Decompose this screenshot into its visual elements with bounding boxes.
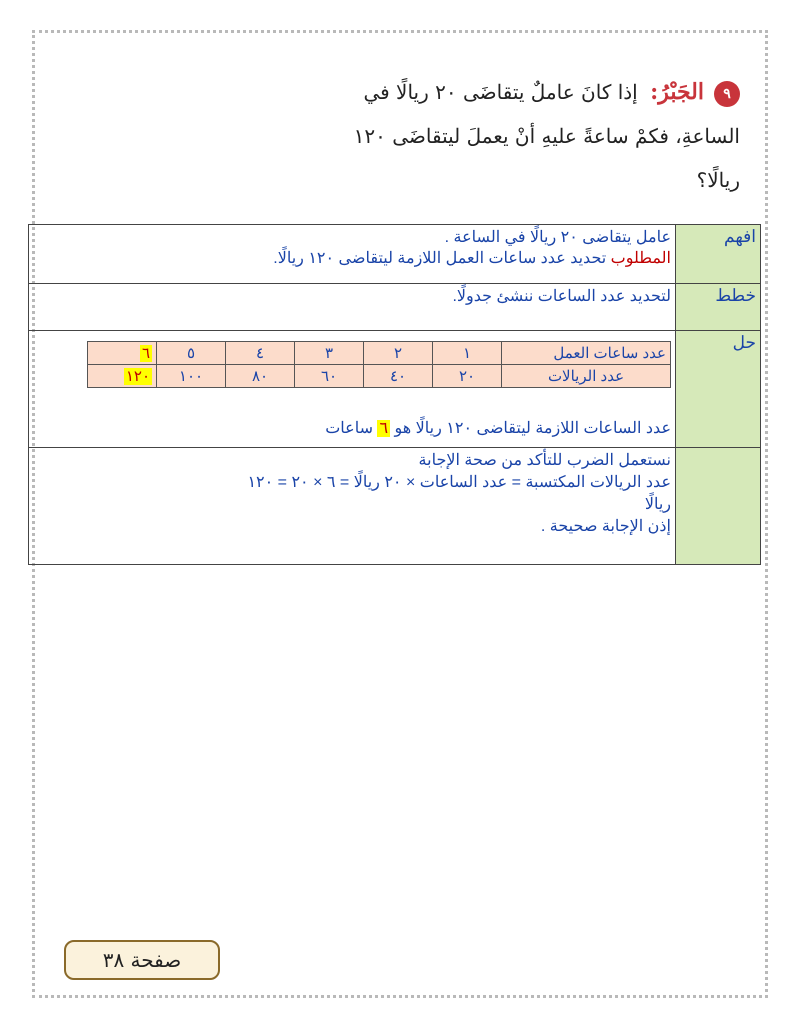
hours-highlight: ٦ — [141, 344, 150, 362]
plan-text: لتحديد عدد الساعات ننشئ جدولًا. — [29, 284, 676, 331]
required-word: المطلوب — [610, 250, 671, 267]
solve-content — [29, 331, 676, 448]
check-line-4: إذن الإجابة صحيحة . — [540, 518, 671, 535]
hours-riyals-table — [87, 341, 671, 388]
question-label: الجَبْرُ: — [650, 79, 704, 105]
understand-line-2 — [33, 248, 671, 269]
hours-row — [88, 342, 671, 365]
question-text-1: إذا كانَ عاملٌ يتقاضَى ٢٠ ريالًا في — [363, 80, 638, 104]
question-block — [220, 70, 740, 202]
solution-table — [28, 224, 761, 565]
question-line-1 — [220, 70, 740, 114]
riyals-cell: ١٠٠ — [157, 365, 226, 388]
answer-before: عدد الساعات اللازمة ليتقاضى ١٢٠ ريالًا هو — [390, 420, 671, 437]
solve-row — [29, 331, 761, 448]
check-line-3: ريالًا — [644, 496, 671, 513]
hours-cell: ٤ — [226, 342, 295, 365]
check-line-1: نستعمل الضرب للتأكد من صحة الإجابة — [418, 452, 671, 469]
riyals-cell-highlight — [88, 365, 157, 388]
hours-cell: ١ — [433, 342, 502, 365]
riyals-header: عدد الريالات — [502, 365, 671, 388]
hours-cell: ٥ — [157, 342, 226, 365]
riyals-cell: ٦٠ — [295, 365, 364, 388]
question-number-badge: ٩ — [714, 81, 740, 107]
answer-after: ساعات — [325, 420, 378, 437]
understand-content — [29, 225, 676, 284]
riyals-cell: ٨٠ — [226, 365, 295, 388]
understand-row — [29, 225, 761, 284]
hours-cell-highlight — [88, 342, 157, 365]
question-text-3: ريالًا؟ — [696, 168, 740, 192]
riyals-cell: ٤٠ — [364, 365, 433, 388]
check-content — [29, 448, 676, 565]
plan-label: خطط — [676, 284, 761, 331]
check-row — [29, 448, 761, 565]
hours-header: عدد ساعات العمل — [502, 342, 671, 365]
page-number-badge: صفحة ٣٨ — [64, 940, 220, 980]
plan-row — [29, 284, 761, 331]
question-text-2: الساعةِ، فكمْ ساعةً عليهِ أنْ يعملَ ليتقاضَى ١٢٠ — [353, 124, 740, 148]
riyals-row — [88, 365, 671, 388]
riyals-highlight: ١٢٠ — [125, 367, 150, 385]
check-label — [676, 448, 761, 565]
understand-line-1: عامل يتقاضى ٢٠ ريالًا في الساعة . — [444, 229, 671, 246]
answer-line — [33, 418, 671, 439]
understand-label: افهم — [676, 225, 761, 284]
hours-cell: ٣ — [295, 342, 364, 365]
answer-value: ٦ — [379, 420, 389, 437]
solve-label: حل — [676, 331, 761, 448]
required-text: تحديد عدد ساعات العمل اللازمة ليتقاضى ١٢٠ ريالًا. — [273, 250, 611, 267]
riyals-cell: ٢٠ — [433, 365, 502, 388]
check-line-2: عدد الريالات المكتسبة = عدد الساعات × ٢٠ ريالًا = ٦ × ٢٠ = ١٢٠ — [247, 474, 671, 491]
hours-cell: ٢ — [364, 342, 433, 365]
